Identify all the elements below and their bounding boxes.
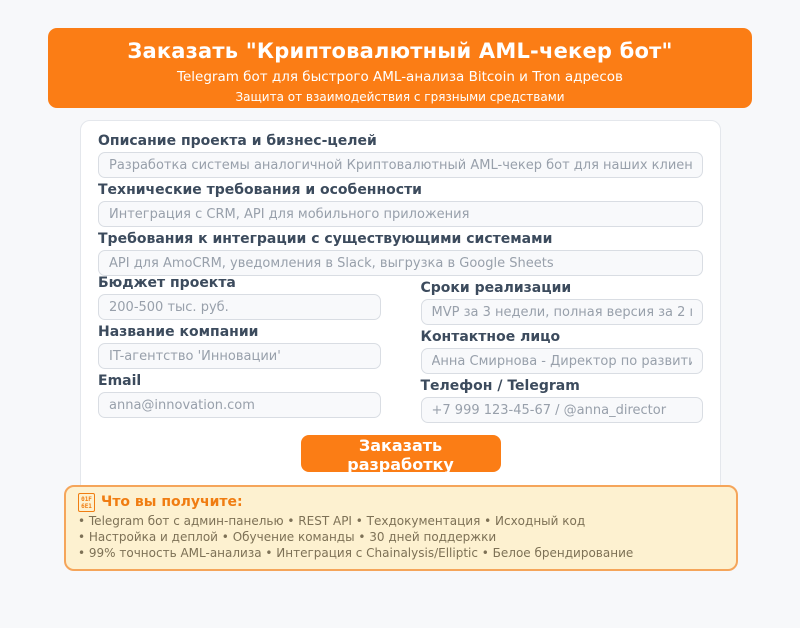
benefits-header [78, 493, 724, 512]
field-contact-person [421, 325, 704, 374]
hero-banner [48, 28, 752, 108]
submit-order-button[interactable]: Заказать разработку [301, 435, 501, 472]
field-tech-requirements [98, 183, 703, 227]
benefits-panel [64, 485, 738, 571]
phone-telegram-input[interactable] [421, 397, 704, 423]
project-description-label: Описание проекта и бизнес-целей [98, 133, 377, 149]
benefits-item: • Настройка и деплой • Обучение команды • 30 дней поддержки [78, 530, 497, 544]
field-timeline [421, 276, 704, 325]
hero-tagline: Защита от взаимодействия с грязными средствами [235, 90, 565, 104]
field-email [98, 374, 381, 423]
email-label: Email [98, 373, 142, 389]
contact-person-label: Контактное лицо [420, 329, 561, 345]
field-integration-requirements [98, 232, 703, 276]
tofu-hex-row-1: 01F [81, 495, 92, 503]
benefits-item: • 99% точность AML-анализа • Интеграция с Chainalysis/Elliptic • Белое брендирование [78, 546, 634, 560]
benefits-title: Что вы получите: [101, 494, 243, 510]
tech-requirements-label: Технические требования и особенности [98, 182, 422, 198]
timeline-input[interactable] [421, 299, 704, 325]
tech-requirements-input[interactable] [98, 201, 703, 227]
order-form [80, 120, 721, 499]
page-title: Заказать "Криптовалютный AML-чекер бот" [127, 39, 673, 63]
timeline-label: Сроки реализации [420, 280, 572, 296]
field-company-name [98, 325, 381, 374]
project-description-input[interactable] [98, 152, 703, 178]
budget-label: Бюджет проекта [98, 275, 236, 291]
company-name-input[interactable] [98, 343, 381, 369]
integration-requirements-input[interactable] [98, 250, 703, 276]
field-project-description [98, 134, 703, 178]
tofu-hex-row-2: 6E1 [81, 502, 92, 510]
contact-person-input[interactable] [421, 348, 704, 374]
integration-requirements-label: Требования к интеграции с существующими системами [98, 231, 553, 247]
company-name-label: Название компании [98, 324, 259, 340]
benefits-item: • Telegram бот с админ-панелью • REST API • Техдокументация • Исходный код [78, 514, 586, 528]
field-budget [98, 276, 381, 325]
shield-emoji-tofu-icon [78, 493, 95, 512]
budget-input[interactable] [98, 294, 381, 320]
email-input[interactable] [98, 392, 381, 418]
field-phone-telegram [421, 374, 704, 423]
phone-telegram-label: Телефон / Telegram [420, 378, 580, 394]
hero-subtitle: Telegram бот для быстрого AML-анализа Bitcoin и Tron адресов [177, 69, 623, 85]
